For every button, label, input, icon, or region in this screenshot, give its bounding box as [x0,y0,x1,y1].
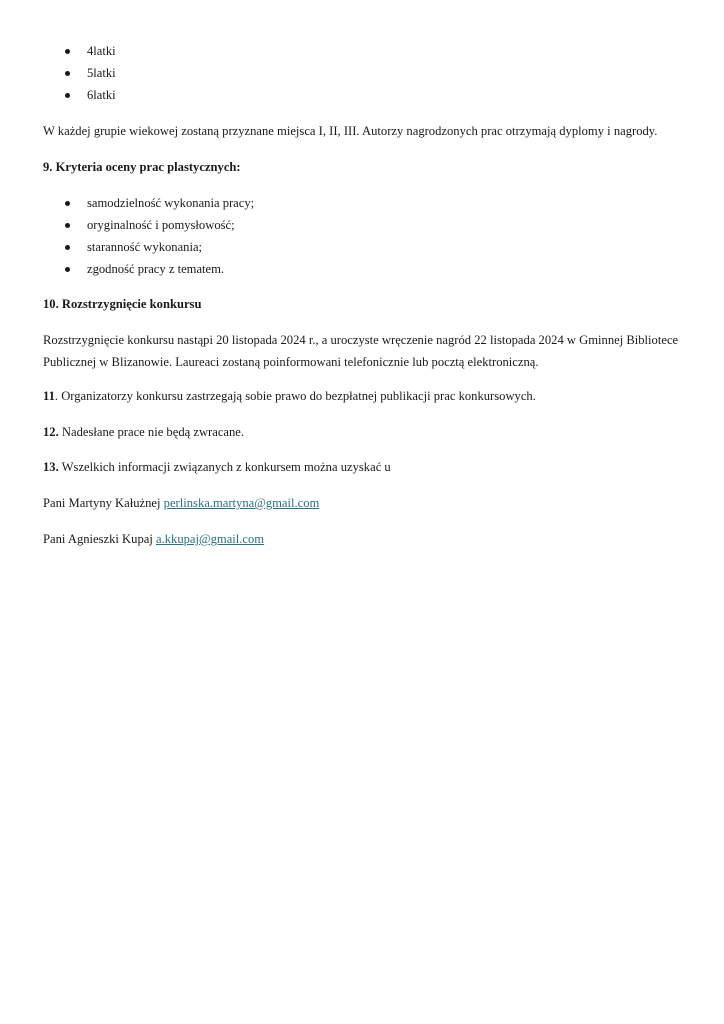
point-number: 12. [43,425,59,439]
age-group-item: 4latki [87,44,116,58]
point-number: 13. [43,460,59,474]
criteria-item: oryginalność i pomysłowość; [87,218,235,232]
point-number: 11 [43,389,55,403]
point-text: Nadesłane prace nie będą zwracane. [58,425,245,439]
age-group-item: 6latki [87,88,116,102]
criteria-item: samodzielność wykonania pracy; [87,196,255,210]
bullet-icon [65,245,70,250]
criteria-heading: 9. Kryteria oceny prac plastycznych: [43,160,241,174]
resolution-heading: 10. Rozstrzygnięcie konkursu [43,297,202,311]
criteria-item: zgodność pracy z tematem. [87,262,225,276]
point-text: Wszelkich informacji związanych z konkursem można uzyskać u [58,460,391,474]
point-12-paragraph [43,425,244,440]
bullet-icon [65,201,70,206]
bullet-icon [65,71,70,76]
contact-name: Pani Martyny Kałużnej [43,496,164,510]
bullet-icon [65,223,70,228]
bullet-icon [65,49,70,54]
resolution-paragraph-line: Rozstrzygnięcie konkursu nastąpi 20 listopada 2024 r., a uroczyste wręczenie nagród 22 listopada 2024 w Gminnej Bibliotece [43,333,679,347]
criteria-item: staranność wykonania; [87,240,203,254]
contact-line [43,496,319,511]
contact-email-link[interactable]: perlinska.martyna@gmail.com [163,496,320,510]
contact-email-link[interactable]: a.kkupaj@gmail.com [155,532,265,546]
bullet-icon [65,267,70,272]
age-group-item: 5latki [87,66,116,80]
contact-line [43,532,264,547]
bullet-icon [65,93,70,98]
resolution-paragraph-line: Publicznej w Blizanowie. Laureaci zostaną poinformowani telefonicznie lub pocztą elektroniczną. [43,355,539,369]
awards-paragraph: W każdej grupie wiekowej zostaną przyznane miejsca I, II, III. Autorzy nagrodzonych prac otrzymają dyplomy i nagrody. [43,124,658,138]
point-11-paragraph [43,389,536,404]
point-text: . Organizatorzy konkursu zastrzegają sobie prawo do bezpłatnej publikacji prac konkursowych. [54,389,536,403]
contact-name: Pani Agnieszki Kupaj [43,532,156,546]
point-13-paragraph [43,460,391,475]
